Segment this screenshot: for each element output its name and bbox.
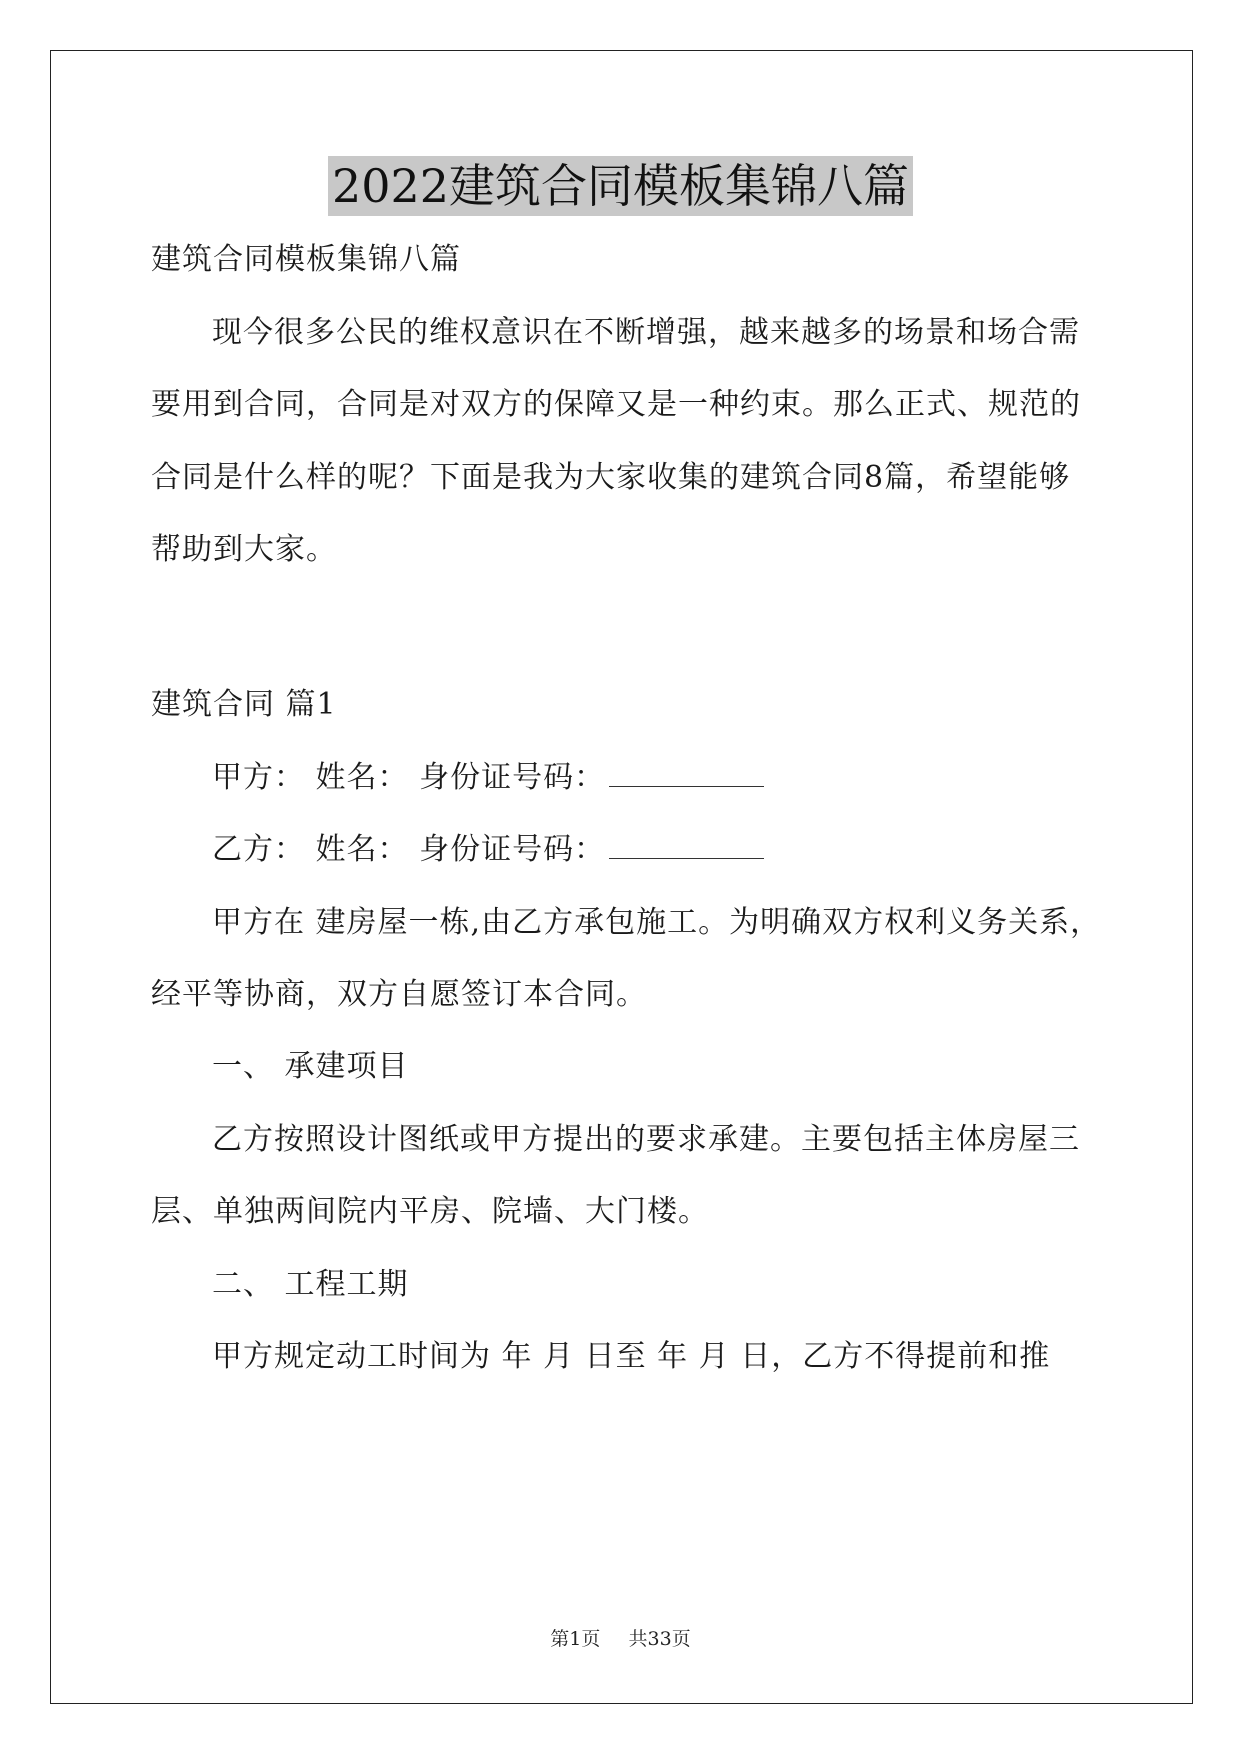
intro-line-2: 要用到合同，合同是对双方的保障又是一种约束。那么正式、规范的	[151, 387, 1081, 422]
page-total: 共33页	[628, 1628, 691, 1650]
document-title: 2022建筑合同模板集锦八篇	[328, 156, 913, 216]
page-number: 第1页	[550, 1628, 601, 1650]
party-b-line	[212, 830, 764, 870]
clause-heading-1: 一、 承建项目	[212, 1049, 409, 1084]
party-a-id-blank	[609, 758, 764, 787]
party-b-label: 乙方： 姓名： 身份证号码：	[212, 832, 606, 867]
body-line-4: 乙方按照设计图纸或甲方提出的要求承建。主要包括主体房屋三	[212, 1122, 1080, 1157]
body-line-2: 经平等协商，双方自愿签订本合同。	[151, 977, 647, 1012]
section-heading: 建筑合同 篇1	[151, 687, 337, 722]
party-a-label: 甲方： 姓名： 身份证号码：	[212, 760, 606, 795]
party-b-id-blank	[609, 830, 764, 859]
intro-line-1: 现今很多公民的维权意识在不断增强，越来越多的场景和场合需	[212, 315, 1080, 350]
clause-heading-2: 二、 工程工期	[212, 1267, 409, 1302]
party-a-line	[212, 758, 764, 798]
intro-line-3: 合同是什么样的呢？下面是我为大家收集的建筑合同8篇，希望能够	[151, 460, 1071, 495]
body-line-5: 层、单独两间院内平房、院墙、大门楼。	[151, 1194, 709, 1229]
title-wrap	[0, 156, 1241, 216]
body-line-1: 甲方在 建房屋一栋,由乙方承包施工。为明确双方权利义务关系，	[212, 905, 1102, 940]
page-border	[50, 50, 1193, 1704]
document-subtitle: 建筑合同模板集锦八篇	[151, 242, 461, 277]
body-line-7: 甲方规定动工时间为 年 月 日至 年 月 日，乙方不得提前和推	[212, 1339, 1051, 1374]
intro-line-4: 帮助到大家。	[151, 532, 337, 567]
page-footer	[0, 1627, 1241, 1651]
